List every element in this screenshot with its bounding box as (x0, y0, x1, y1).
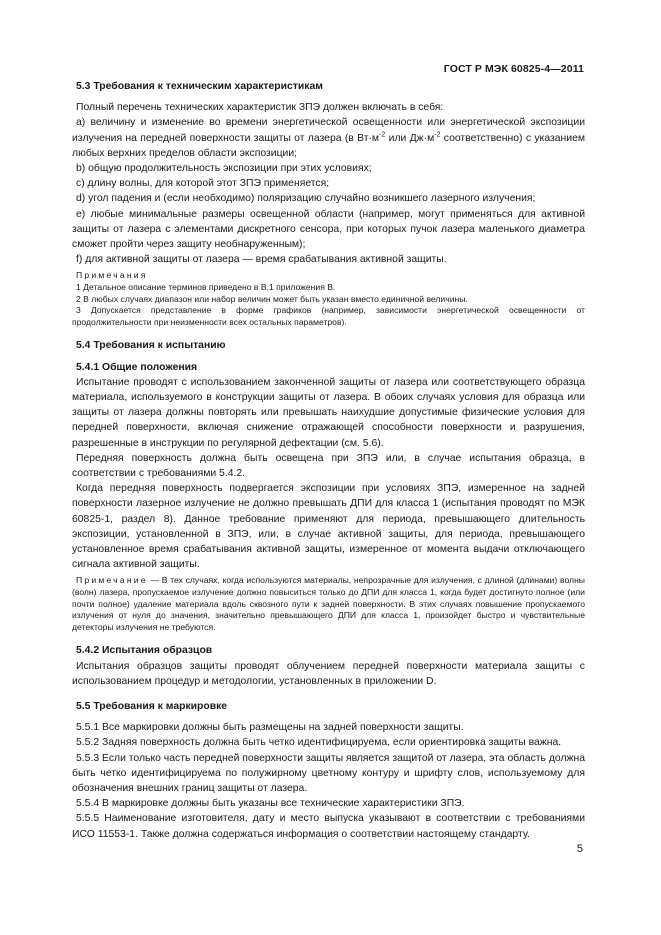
item-a (72, 115, 585, 161)
section-5-4-1-para-3: Когда передняя поверхность подвергается экспозиции при условиях ЗПЭ, измеренное на задней поверхности лазерное излучение не должно превышать ДПИ для класса 1 (испытания проводят по МЭК 60825-1, раздел 8). Данное требование применяют для периода, превышающего длительность экспозиции, установленной в ЗПЭ, или, в случае активной защиты, для периода, превышающего установленное время срабатывания активной защиты, измеренное от момента выдачи отключающего сигнала активной защиты. (72, 483, 585, 571)
section-5-4-2-para: Испытания образцов защиты проводят облучением передней поверхности материала защиты с использованием процедур и методологии, установленных в приложении D. (72, 660, 585, 687)
note-2: 2 В любых случаях диапазон или набор величин может быть указан вместо единичной величины. (76, 293, 468, 304)
section-5-4-2-heading: 5.4.2 Испытания образцов (76, 645, 213, 657)
page-content (72, 79, 585, 842)
note-label: Примечание (76, 575, 148, 586)
section-5-4-1-heading: 5.4.1 Общие положения (76, 361, 198, 373)
note-text: — В тех случаях, когда используются материалы, непрозрачные для излучения, с длиной (длинами) волны (волн) лазера, пропускаемое излучение должно повыситься только до ДПИ для класса 1, когда будет достигнуто полное (или почти полное) удаление материала вдоль сквозного пути к задней поверхности. В этих случаях повышение пропускаемого излучения от нуля до значения, значительно превышающего ДПИ для класса 1, произойдет быстро и чувствительные детекторы излучения не требуются. (72, 575, 585, 632)
section-5-5-2: 5.5.2 Задняя поверхность должна быть четко идентифицируема, если ориентировка защиты важна. (76, 737, 562, 749)
section-5-5-4: 5.5.4 В маркировке должны быть указаны все технические характеристики ЗПЭ. (76, 798, 465, 810)
item-a-text-1: а) величину и изменение во времени энергетической освещенности или энергетической экспозиции излучения на передней поверхности защиты от лазера (в Вт·м (72, 117, 585, 144)
section-5-5-heading: 5.5 Требования к маркировке (76, 701, 228, 713)
section-5-5-5: 5.5.5 Наименование изготовителя, дату и место выпуска указывают в соответствии с требованиями ИСО 11553-1. Также должна содержаться информация о соответствии настоящему стандарту. (72, 813, 585, 840)
notes-title: Примечания (76, 270, 148, 281)
note-1: 1 Детальное описание терминов приведено в В.1 приложения В. (76, 282, 336, 293)
item-f: f) для активной защиты от лазера — время срабатывания активной защиты. (76, 254, 447, 266)
item-a-text-3: соответственно) с указанием любых верхних пределов области экспозиции; (72, 132, 585, 159)
page-number: 5 (576, 843, 583, 855)
superscript-2: -2 (434, 131, 441, 139)
superscript-1: -2 (379, 131, 386, 139)
section-5-3-heading: 5.3 Требования к техническим характеристикам (76, 81, 323, 92)
section-5-4-1-para-2: Передняя поверхность должна быть освещена при ЗПЭ или, в случае испытания образца, в соответствии с требованиями 5.4.2. (72, 452, 585, 480)
item-b: b) общую продолжительность экспозиции при этих условиях; (76, 163, 372, 175)
section-5-4-heading: 5.4 Требования к испытанию (76, 340, 226, 352)
section-5-4-1-para-1: Испытание проводят с использованием законченной защиты от лазера или соответствующего образца материала, используемого в конструкции защиты от лазера. В обоих случаях условия для образца или защиты от лазера должны повторять или превышать наихудшие допустимые физические условия для передней поверхности, включая снижение отражающей способности поверхности и разрушения, разрешенные в инструкции по регулярной дефектации (см. 5.6). (72, 376, 585, 449)
item-a-text-2: или Дж·м (385, 132, 435, 144)
section-5-5-3: 5.5.3 Если только часть передней поверхности защиты является защитой от лазера, эта область должна быть четко идентифицируема по полужирному цветному контуру и шрифту слов, используемому для обозначения внешних границ защиты от лазера. (72, 752, 585, 795)
item-c: с) длину волны, для которой этот ЗПЭ применяется; (76, 178, 330, 190)
item-e: е) любые минимальные размеры освещенной области (например, могут применяться для активной защиты от лазера с элементами дискретного сенсора, при которых пучок лазера маленького диаметра сможет пройти через защиту необнаруженным); (72, 208, 585, 251)
document-code-header: ГОСТ Р МЭК 60825-4—2011 (443, 63, 584, 75)
item-d: d) угол падения и (если необходимо) поляризацию случайно возникшего лазерного излучения; (76, 193, 536, 205)
section-5-4-1-note (72, 575, 585, 633)
section-5-3-intro: Полный перечень технических характеристик ЗПЭ должен включать в себя: (76, 102, 444, 114)
note-3: 3 Допускается представление в форме графиков (например, зависимости энергетической освещенности от продолжительности при неизменности всех остальных параметров). (72, 305, 585, 327)
section-5-5-1: 5.5.1 Все маркировки должны быть размещены на задней поверхности защиты. (76, 722, 464, 734)
